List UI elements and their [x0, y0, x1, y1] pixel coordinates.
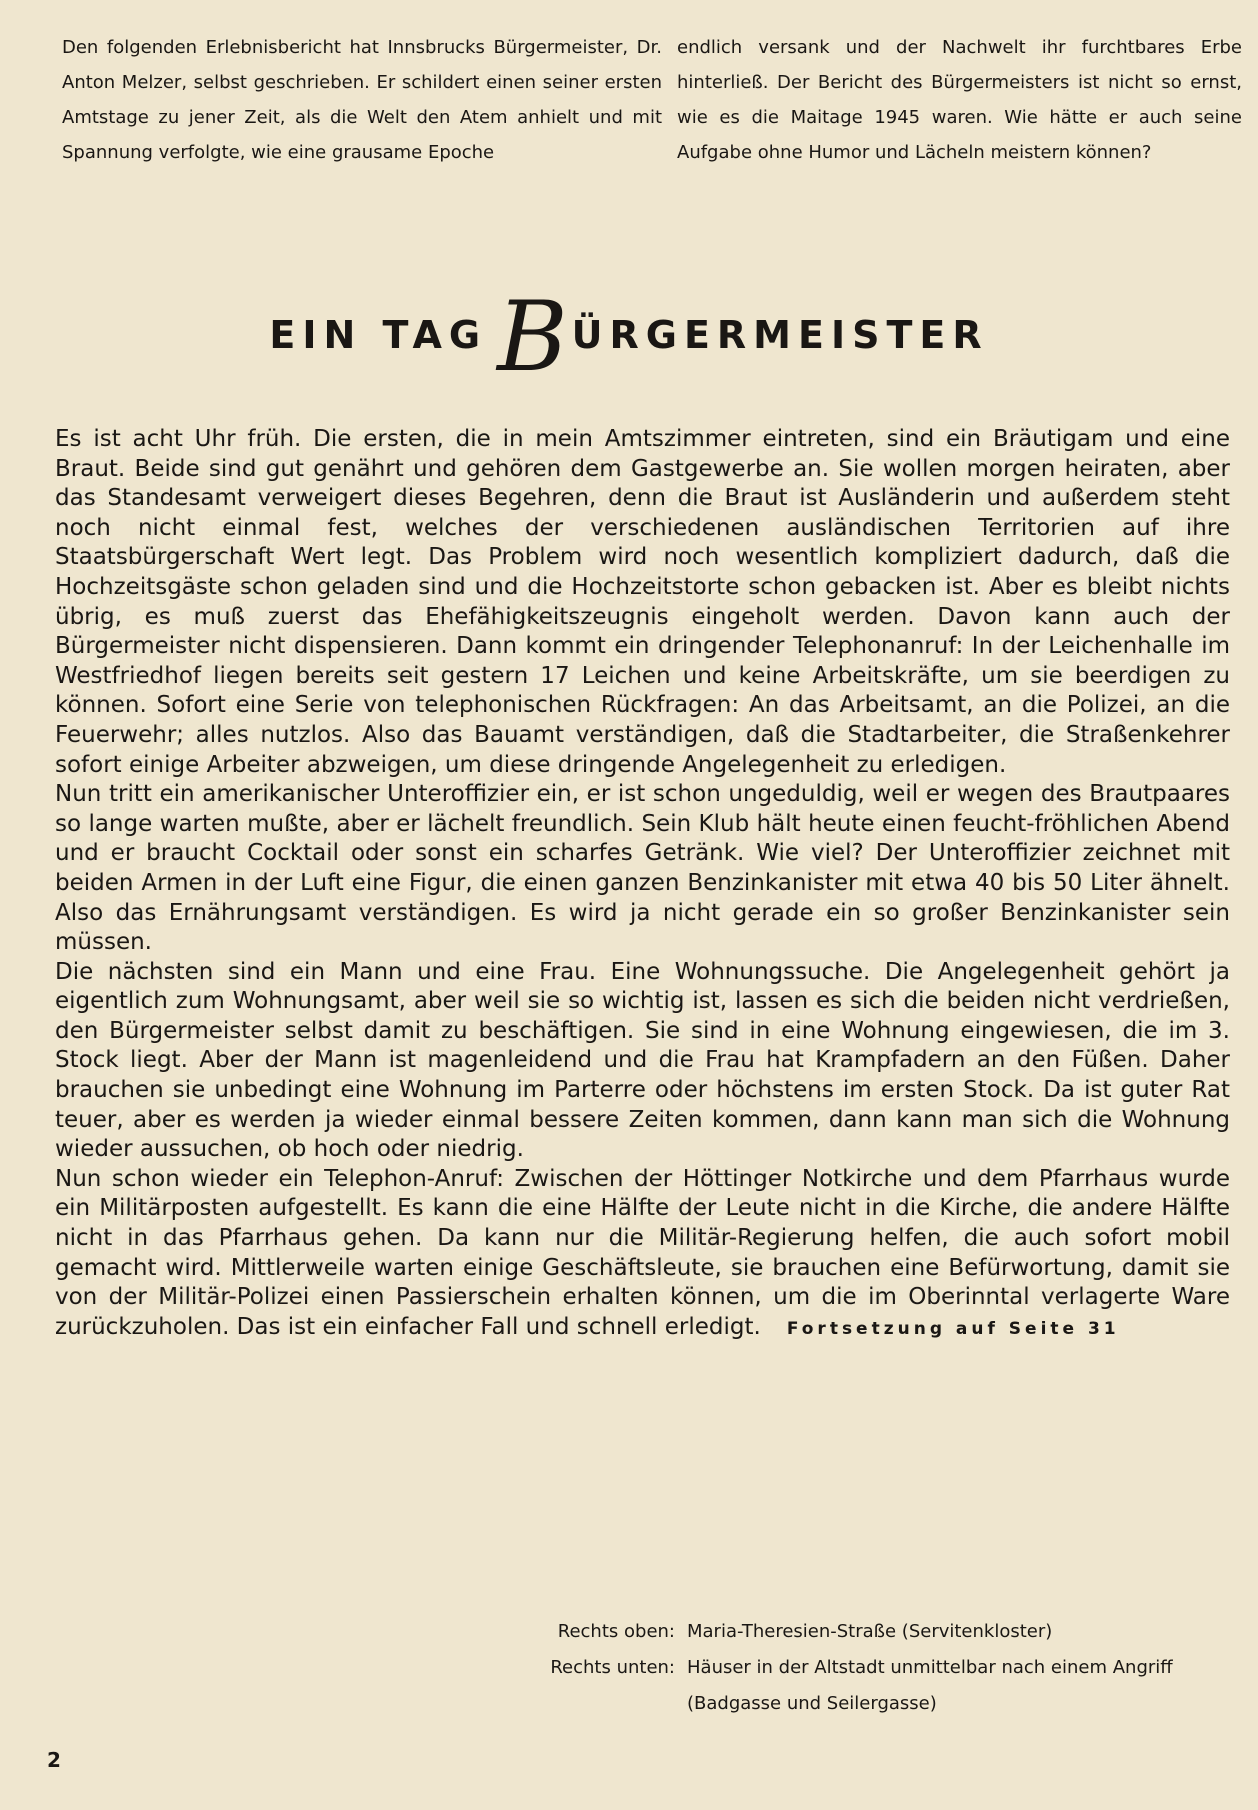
intro-left-column: Den folgenden Erlebnisbericht hat Innsbrucks Bürgermeister, Dr. Anton Melzer, selbst geschrieben. Er schildert einen seiner ersten Amtstage zu jener Zeit, als die Welt den Atem anhielt und mit Spannung verfolgte, wie eine grausame Epoche [62, 37, 662, 163]
article-paragraph-1: Es ist acht Uhr früh. Die ersten, die in mein Amtszimmer eintreten, sind ein Bräutigam und eine Braut. Beide sind gut genährt und gehören dem Gastgewerbe an. Sie wollen morgen heiraten, aber das Standesamt verweigert dieses Begehren, denn die Braut ist Ausländerin und außerdem steht noch nicht einmal fest, welches der verschiedenen ausländischen Territorien auf ihre Staatsbürgerschaft Wert legt. Das Problem wird noch wesentlich kompliziert dadurch, daß die Hochzeitsgäste schon geladen sind und die Hochzeitstorte schon gebacken ist. Aber es bleibt nichts übrig, es muß zuerst das Ehefähigkeitszeugnis eingeholt werden. Davon kann auch der Bürgermeister nicht dispensieren. Dann kommt ein dringender Telephonanruf: In der Leichenhalle im Westfriedhof liegen bereits seit gestern 17 Leichen und keine Arbeitskräfte, um sie beerdigen zu können. Sofort eine Serie von telephonischen Rückfragen: An das Arbeitsamt, an die Polizei, an die Feuerwehr; alles nutzlos. Also das Bauamt verständigen, daß die Stadtarbeiter, die Straßenkehrer sofort einige Arbeiter abzweigen, um diese dringende Angelegenheit zu erledigen. [55, 426, 1230, 778]
caption-text-top: Maria-Theresien-Straße (Servitenkloster) [687, 1621, 1053, 1642]
intro-right-column: endlich versank und der Nachwelt ihr furchtbares Erbe hinterließ. Der Bericht des Bürgermeisters ist nicht so ernst, wie es die Maitage 1945 waren. Wie hätte er auch seine Aufgabe ohne Humor und Lächeln meistern können? [677, 37, 1242, 163]
intro-section [62, 30, 1242, 170]
caption-row-top [520, 1614, 1240, 1650]
caption-text-bottom: Häuser in der Altstadt unmittelbar nach einem Angriff (Badgasse und Seilergasse) [687, 1657, 1173, 1714]
caption-row-bottom [520, 1650, 1240, 1722]
article-body [55, 425, 1230, 1344]
photo-captions [520, 1614, 1240, 1722]
title-drop-letter: B [497, 281, 568, 393]
article-paragraph-2: Nun tritt ein amerikanischer Unteroffizier ein, er ist schon ungeduldig, weil er wegen des Brautpaares so lange warten mußte, aber er lächelt freundlich. Sein Klub hält heute einen feucht-fröhlichen Abend und er braucht Cocktail oder sonst ein scharfes Getränk. Wie viel? Der Unteroffizier zeichnet mit beiden Armen in der Luft eine Figur, die einen ganzen Benzinkanister mit etwa 40 bis 50 Liter ähnelt. Also das Ernährungsamt verständigen. Es wird ja nicht gerade ein so großer Benzinkanister sein müssen. [55, 781, 1230, 956]
caption-label-top: Rechts oben: [557, 1621, 675, 1642]
title-before: EIN TAG [269, 313, 488, 357]
title-after: ÜRGERMEISTER [571, 313, 989, 357]
continuation-note: Fortsetzung auf Seite 31 [786, 1318, 1120, 1339]
article-paragraph-4-text: Nun schon wieder ein Telephon-Anruf: Zwischen der Höttinger Notkirche und dem Pfarrhaus wurde ein Militärposten aufgestellt. Es kann die eine Hälfte der Leute nicht in die Kirche, die andere Hälfte nicht in das Pfarrhaus gehen. Da kann nur die Militär-Regierung helfen, die auch sofort mobil gemacht wird. Mittlerweile warten einige Geschäftsleute, sie brauchen eine Befürwortung, damit sie von der Militär-Polizei einen Passierschein erhalten können, um die im Oberinntal verlagerte Ware zurückzuholen. Das ist ein einfacher Fall und schnell erledigt. [55, 1165, 1230, 1340]
article-paragraph-4 [55, 1165, 1230, 1345]
caption-label-bottom: Rechts unten: [550, 1657, 675, 1678]
article-title [0, 281, 1258, 393]
page-number: 2 [47, 1748, 61, 1772]
article-paragraph-3: Die nächsten sind ein Mann und eine Frau. Eine Wohnungssuche. Die Angelegenheit gehört ja eigentlich zum Wohnungsamt, aber weil sie so wichtig ist, lassen es sich die beiden nicht verdrießen, den Bürgermeister selbst damit zu beschäftigen. Sie sind in eine Wohnung eingewiesen, die im 3. Stock liegt. Aber der Mann ist magenleidend und die Frau hat Krampfadern an den Füßen. Daher brauchen sie unbedingt eine Wohnung im Parterre oder höchstens im ersten Stock. Da ist guter Rat teuer, aber es werden ja wieder einmal bessere Zeiten kommen, dann kann man sich die Wohnung wieder aussuchen, ob hoch oder niedrig. [55, 958, 1230, 1163]
